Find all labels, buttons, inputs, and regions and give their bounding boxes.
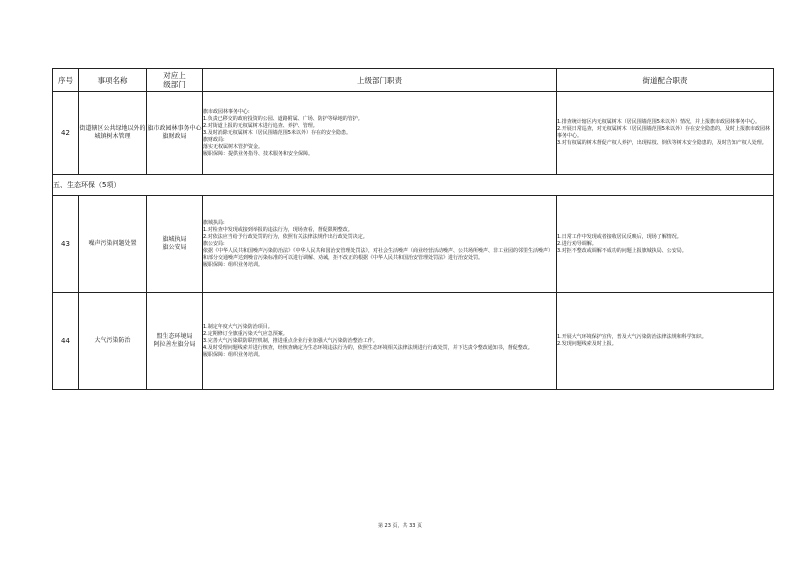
row-dept: 旗市政园林事务中心 旗财政局 [147, 92, 203, 175]
page-footer: 第 23 页，共 33 页 [377, 523, 423, 529]
section-row [53, 175, 774, 196]
header-name: 事项名称 [79, 69, 147, 92]
header-dept: 对应上 级部门 [147, 69, 203, 92]
header-street: 街道配合职责 [557, 69, 774, 92]
row-dept: 盟生态环境局 阿拉善左旗分局 [147, 293, 203, 390]
row-dept: 旗城执局 旗公安局 [147, 196, 203, 293]
duty-table [52, 68, 774, 390]
row-name: 噪声污染问题处置 [79, 196, 147, 293]
header-duty: 上级部门职责 [203, 69, 557, 92]
table-row [53, 92, 774, 175]
table-row [53, 196, 774, 293]
row-street: 1.开展大气环境保护宣传，普及大气污染防治法律法规和科学知识。 2.发现问题线索及时上报。 [557, 293, 774, 390]
row-duty: 旗市政园林事务中心: 1.负责已移交的政府投资的公园、道路附属、广场、防护等绿地的管护。 2.对街道上报的无权属树木进行追查、养护、管理。 3.及时消除无权属树木（居民围墙范围5米以外）存在的安全隐患。 旗财政局: 落实无权属树木管护资金。 履职保障：提供业务指导、技术服务和安全保障。 [203, 92, 557, 175]
row-duty: 旗城执局: 1.对检查中发现或接到举报的违法行为，现场查看，督促限期整改。 2.对依法应当给予行政处罚的行为，依照有关法律法规作出行政处罚决定。 旗公安局: 依据《中华人民共和国噪声污染防治法》《中华人民共和国治安管理处罚法》，对社会生活噪声（商业经营活动噪声、公共场所噪声、非工业园的邻里生活噪声）和部分交通噪声达到噪音污染标准的可以进行调解、劝诫，拒不改正的根据《中华人民共和国治安管理处罚法》进行治安处罚。 履职保障：组织业务培训。 [203, 196, 557, 293]
row-no: 42 [53, 92, 79, 175]
row-name: 街道辖区公共绿地以外的城镇树木管理 [79, 92, 147, 175]
table-row [53, 293, 774, 390]
table-header-row [53, 69, 774, 92]
row-no: 44 [53, 293, 79, 390]
row-street: 1.日常工作中发现或者接收居民反映后，现场了解情况。 2.进行劝导调解。 3.对拒不整改或调解不成功的问题上报旗城执局、公安局。 [557, 196, 774, 293]
section-title: 五、生态环保（5项） [53, 175, 774, 196]
header-no: 序号 [53, 69, 79, 92]
row-no: 43 [53, 196, 79, 293]
row-name: 大气污染防治 [79, 293, 147, 390]
row-street: 1.排查统计辖区内无权属树木（居民围墙范围5米以外）情况，并上报旗市政园林事务中心。 2.开展日常巡查，对无权属树木（居民围墙范围5米以外）存在安全隐患的，及时上报旗市政园林事务中心。 3.对有权属的树木督促产权人养护，出现枯枝、倒伏等树木安全隐患的，及时告知产权人处理。 [557, 92, 774, 175]
row-duty: 1.制定年度大气污染防治项目。 2.定期修订全旗重污染天气应急预案。 3.完善大气污染联防联控机制，推进重点企业行业加强大气污染防治整治工作。 4.及时受理问题线索并进行核查，经核查确定为生态环境违法行为的，依照生态环境相关法律法规进行行政处罚，并下达责令整改通知书，督促整改。 履职保障：组织业务培训。 [203, 293, 557, 390]
